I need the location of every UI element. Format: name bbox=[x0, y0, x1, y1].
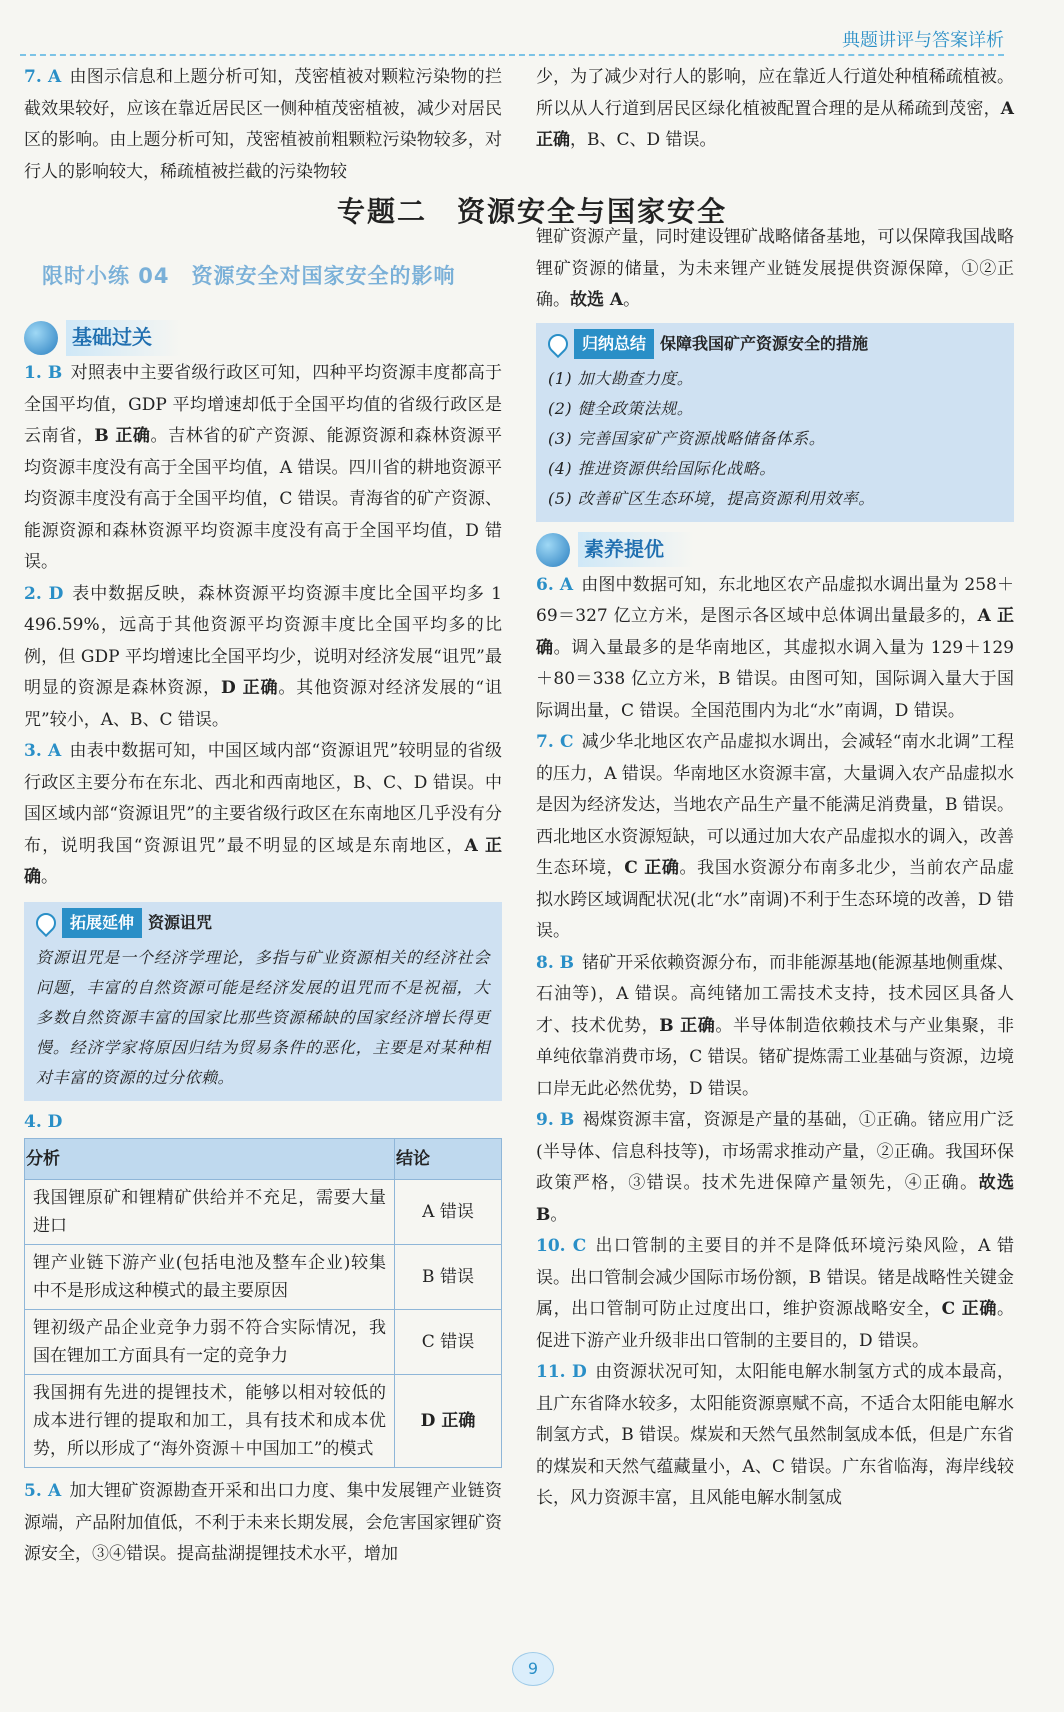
pin-icon bbox=[544, 329, 572, 357]
summary-box bbox=[536, 323, 1014, 522]
pin-icon bbox=[32, 908, 60, 936]
table-row: 锂初级产品企业竞争力弱不符合实际情况，我国在锂加工方面具有一定的竞争力 C 错误 bbox=[25, 1310, 502, 1375]
table-row: 我国拥有先进的提锂技术，能够以相对较低的成本进行锂的提取和加工，具有技术和成本优势，所以形成了“海外资源＋中国加工”的模式 D 正确 bbox=[25, 1375, 502, 1468]
running-header: 典题讲评与答案详析 bbox=[842, 30, 1004, 51]
answer-8: 8. B 锗矿开采依赖资源分布，而非能源基地(能源基地侧重煤、石油等)，A 错误。高纯锗加工需技术支持，技术园区具备人才、技术优势，B 正确。半导体制造依赖技术与产业集聚，非单纯依靠消费市场，C 错误。锗矿提炼需工业基础与资源，边境口岸无此必然优势，D 错误。 bbox=[536, 952, 1015, 1099]
box-title: 保障我国矿产资源安全的措施 bbox=[660, 333, 869, 353]
section-heading-advanced: 素养提优 bbox=[536, 530, 1014, 570]
top-right-paragraph bbox=[536, 62, 1014, 157]
answer-number: 7. A bbox=[24, 67, 62, 87]
answer-5: 5. A 加大锂矿资源勘查开采和出口力度、集中发展锂产业链资源端，产品附加值低，不利于未来长期发展，会危害国家锂矿资源安全，③④错误。提高盐湖提锂技术水平，增加 bbox=[24, 1481, 502, 1564]
answer-9: 9. B 褐煤资源丰富，资源是产量的基础，①正确。锗应用广泛(半导体、信息科技等)，市场需求推动产量，②正确。我国环保政策严格，③错误。技术先进保障产量领先，④正确。故选 B。 bbox=[536, 1110, 1015, 1225]
answer-1: 1. B 对照表中主要省级行政区可知，四种平均资源丰度都高于全国平均值，GDP 平均增速却低于全国平均值的省级行政区是云南省，B 正确。吉林省的矿产资源、能源资源和森林资源平均资源丰度没有高于全国平均值，A 错误。四川省的耕地资源平均资源丰度没有高于全国平均值，C 错误。青海省的矿产资源、能源资源和森林资源平均资源丰度没有高于全国平均值，D 错误。 bbox=[24, 363, 503, 572]
answer-text: 少，为了减少对行人的影响，应在靠近人行道处种植稀疏植被。所以从人行道到居民区绿化植被配置合理的是从稀疏到茂密， bbox=[536, 67, 1014, 119]
answer-4: 4. D bbox=[24, 1111, 63, 1132]
summary-item: (3) 完善国家矿产资源战略储备体系。 bbox=[548, 428, 826, 448]
right-column bbox=[536, 222, 1014, 1515]
box-tag: 拓展延伸 bbox=[62, 908, 142, 938]
table-row: 锂产业链下游产业(包括电池及整车企业)较集中不是形成这种模式的最主要原因 B 错误 bbox=[25, 1245, 502, 1310]
page-number: 9 bbox=[512, 1652, 554, 1686]
extension-box bbox=[24, 902, 502, 1101]
answer-text: ，B、C、D 错误。 bbox=[570, 130, 717, 150]
table-header: 分析 bbox=[25, 1139, 395, 1180]
header-divider bbox=[20, 54, 1004, 56]
summary-item: (5) 改善矿区生态环境，提高资源利用效率。 bbox=[548, 488, 875, 508]
section-heading-basic: 基础过关 bbox=[24, 318, 502, 358]
left-column bbox=[24, 318, 502, 1571]
answer-3: 3. A 由表中数据可知，中国区域内部“资源诅咒”较明显的省级行政区主要分布在东北、西北和西南地区，B、C、D 错误。中国区域内部“资源诅咒”的主要省级行政区在东南地区几乎没有分布，说明我国“资源诅咒”最不明显的区域是东南地区，A 正确。 bbox=[24, 741, 502, 887]
exercise-subtitle: 限时小练 04 资源安全对国家安全的影响 bbox=[42, 264, 456, 288]
answer-7: 7. C 减少华北地区农产品虚拟水调出，会减轻“南水北调”工程的压力，A 错误。华南地区水资源丰富，大量调入农产品虚拟水是因为经济发达，当地农产品生产量不能满足消费量，B 错误。西北地区水资源短缺，可以通过加大农产品虚拟水的调入，改善生态环境，C 正确。我国水资源分布南多北少，当前农产品虚拟水跨区域调配状况(北“水”南调)不利于生态环境的改善，D 错误。 bbox=[536, 732, 1015, 941]
answer-5-continued: 锂矿资源产量，同时建设锂矿战略储备基地，可以保障我国战略锂矿资源的储量，为未来锂产业链发展提供资源保障，①②正确。故选 A。 bbox=[536, 227, 1014, 310]
table-row: 我国锂原矿和锂精矿供给并不充足，需要大量进口 A 错误 bbox=[25, 1180, 502, 1245]
answer-10: 10. C 出口管制的主要目的并不是降低环境污染风险，A 错误。出口管制会减少国际市场份额，B 错误。锗是战略性关键金属，出口管制可防止过度出口，维护资源战略安全，C 正确。促进下游产业升级非出口管制的主要目的，D 错误。 bbox=[536, 1236, 1014, 1351]
globe-icon bbox=[536, 533, 570, 567]
summary-item: (4) 推进资源供给国际化战略。 bbox=[548, 458, 776, 478]
box-tag: 归纳总结 bbox=[574, 329, 654, 359]
chapter-title: 专题二 资源安全与国家安全 bbox=[336, 195, 727, 228]
box-body: 资源诅咒是一个经济学理论，多指与矿业资源相关的经济社会问题，丰富的自然资源可能是经济发展的诅咒而不是祝福，大多数自然资源丰富的国家比那些资源稀缺的国家经济增长得更慢。经济学家将原因归结为贸易条件的恶化，主要是对某种相对丰富的资源的过分依赖。 bbox=[36, 947, 490, 1087]
answer-text: 由图示信息和上题分析可知，茂密植被对颗粒污染物的拦截效果较好，应该在靠近居民区一侧种植茂密植被，减少对居民区的影响。由上题分析可知，茂密植被前粗颗粒污染物较多，对行人的影响较大，稀疏植被拦截的污染物较 bbox=[24, 67, 502, 182]
analysis-table bbox=[24, 1138, 502, 1468]
box-title: 资源诅咒 bbox=[148, 912, 213, 932]
globe-icon bbox=[24, 321, 58, 355]
summary-item: (1) 加大勘查力度。 bbox=[548, 368, 694, 388]
answer-2: 2. D 表中数据反映，森林资源平均资源丰度比全国平均多 1 496.59%，远高于其他资源平均资源丰度比全国平均多的比例，但 GDP 平均增速比全国平均少，说明对经济发展“诅咒”最明显的资源是森林资源，D 正确。其他资源对经济发展的“诅咒”较小，A、B、C 错误。 bbox=[24, 583, 503, 730]
top-left-paragraph bbox=[24, 62, 502, 188]
answer-6: 6. A 由图中数据可知，东北地区农产品虚拟水调出量为 258＋69＝327 亿立方米，是图示各区域中总体调出量最多的，A 正确。调入量最多的是华南地区，其虚拟水调入量为 129＋129＋80＝338 亿立方米，B 错误。由图可知，国际调入量大于国际调出量，C 错误。全国范围内为北“水”南调，D 错误。 bbox=[536, 574, 1015, 721]
summary-item: (2) 健全政策法规。 bbox=[548, 398, 694, 418]
table-header: 结论 bbox=[395, 1139, 502, 1180]
answer-11: 11. D 由资源状况可知，太阳能电解水制氢方式的成本最高，且广东省降水较多，太阳能资源禀赋不高，不适合太阳能电解水制氢方式，B 错误。煤炭和天然气虽然制氢成本低，但是广东省的煤炭和天然气蕴藏量小，A、C 错误。广东省临海，海岸线较长，风力资源丰富，且风能电解水制氢成 bbox=[536, 1362, 1014, 1508]
answer-correct: A 正确 bbox=[536, 98, 1014, 150]
